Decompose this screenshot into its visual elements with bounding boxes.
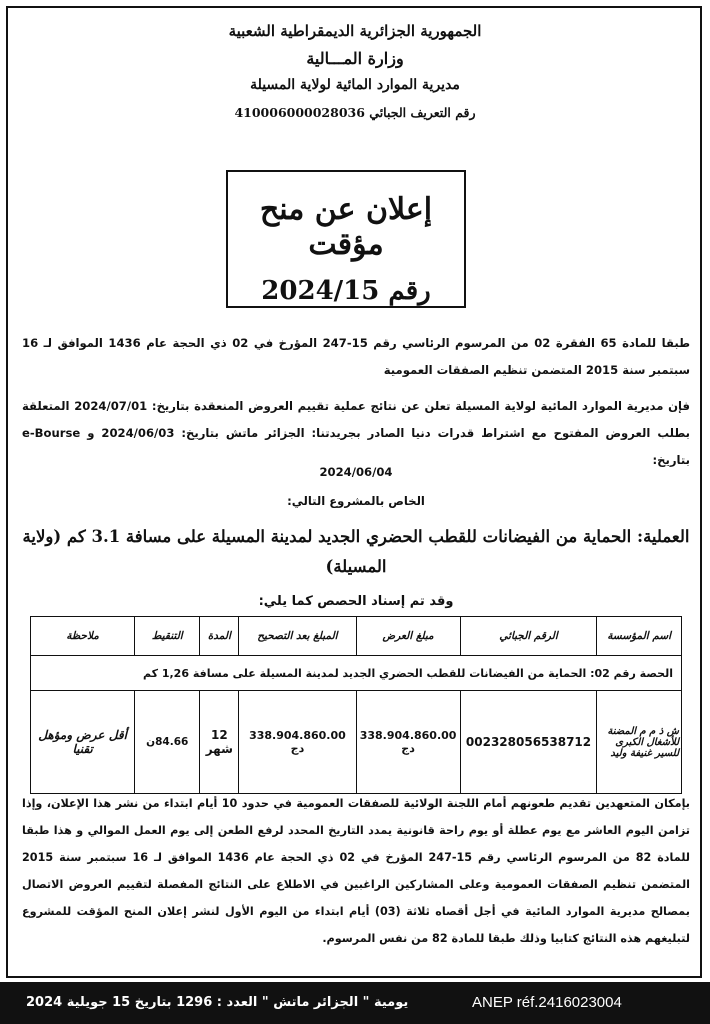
tax-id: رقم التعريف الجبائي 410006000028036 xyxy=(234,105,476,120)
col-offer: مبلغ العرض xyxy=(356,617,460,656)
header xyxy=(0,18,710,126)
table-row xyxy=(31,691,682,794)
anep-ref: ANEP réf.2416023004 xyxy=(472,994,622,1011)
publication-date: 2024/06/04 xyxy=(319,465,393,479)
col-note: ملاحظة xyxy=(31,617,135,656)
col-company: اسم المؤسسة xyxy=(597,617,682,656)
col-tax: الرقم الجبائي xyxy=(460,617,597,656)
company-cell: ش ذ م م المضنة للأشغال الكبرى للسير غنيفة وليد xyxy=(597,691,682,794)
title-box xyxy=(226,170,466,308)
assignment-text: وقد تم إسناد الحصص كما يلي: xyxy=(258,594,454,609)
note-cell: أقل عرض ومؤهل تقنيا xyxy=(31,691,135,794)
score-cell: 84.66ن xyxy=(135,691,200,794)
appeal-text: بإمكان المتعهدين تقديم طعونهم أمام اللجنة الولائية للصفقات العمومية في حدود 10 أيام ابتداء من نشر هذا الإعلان، وإذا تزامن اليوم العاشر مع يوم عطلة أو يوم راحة قانونية يمدد التاريخ المحدد لرفع الطعن إلى يوم العمل الموالي و هذا طبقا للمادة 82 من المرسوم الرئاسي رقم 15-247 المؤرخ في 02 ذي الحجة عام 1436 الموافق لـ 16 سبتمبر سنة 2015 المتضمن تنظيم الصفقات العمومية وعلى المشاركين الراغبين في الاطلاع على النتائج المفصلة لتقييم العروض الاتصال بمصالح مديرية الموارد المائية في أجل أقصاه ثلاثة (03) أيام ابتداء من اليوم الأول لنشر إعلان المنح المؤقت للمشروع لتبليغهم هذه النتائج كتابيا وذلك طبقا للمادة 82 من نفس المرسوم. xyxy=(22,797,691,945)
lot-label: الحصة رقم 02: الحماية من الفيضانات للقطب الحضري الجديد لمدينة المسيلة على مسافة 1,26 كم xyxy=(31,656,682,691)
table-header xyxy=(31,617,682,656)
award-table xyxy=(30,616,682,794)
duration-cell: 12 شهر xyxy=(200,691,239,794)
notice-title: إعلان عن منح مؤقت xyxy=(259,192,433,262)
lot-row xyxy=(31,656,682,691)
republic-title: الجمهورية الجزائرية الديمقراطية الشعبية xyxy=(228,22,482,40)
evaluation-text: فإن مديرية الموارد المائية لولاية المسيلة تعلن عن نتائج عملية تقييم العروض المنعقدة بتاريخ: 2024/07/01 المتعلقة بطلب العروض المفتوح مع اشتراط قدرات دنيا الصادر بجريدتنا: الجزائر ماتش بتاريخ: 2024/06/03 و e-Bourse بتاريخ: xyxy=(22,399,690,467)
col-corrected: المبلغ بعد التصحيح xyxy=(239,617,356,656)
offer-cell: 338.904.860.00 دج xyxy=(356,691,460,794)
tax-cell: 002328056538712 xyxy=(460,691,597,794)
notice-number: رقم 2024/15 xyxy=(261,276,431,306)
project-intro: الخاص بالمشروع التالي: xyxy=(287,494,425,508)
directorate-title: مديرية الموارد المائية لولاية المسيلة xyxy=(250,77,460,93)
ministry-title: وزارة المـــالية xyxy=(306,49,404,68)
legal-basis: طبقا للمادة 65 الفقرة 02 من المرسوم الرئاسي رقم 15-247 المؤرخ في 02 ذي الحجة عام 1436 الموافق لـ 16 سبتمبر سنة 2015 المتضمن تنظيم الصفقات العمومية xyxy=(22,336,690,377)
col-duration: المدة xyxy=(200,617,239,656)
corrected-cell: 338.904.860.00 دج xyxy=(239,691,356,794)
operation-title: العملية: الحماية من الفيضانات للقطب الحضري الجديد لمدينة المسيلة على مسافة 3.1 كم (ولاية المسيلة) xyxy=(22,527,690,576)
col-score: التنقيط xyxy=(135,617,200,656)
publication-info: يومية " الجزائر ماتش " العدد : 1296 بتاريخ 15 جويلية 2024 xyxy=(26,995,409,1010)
footer xyxy=(0,982,710,1024)
